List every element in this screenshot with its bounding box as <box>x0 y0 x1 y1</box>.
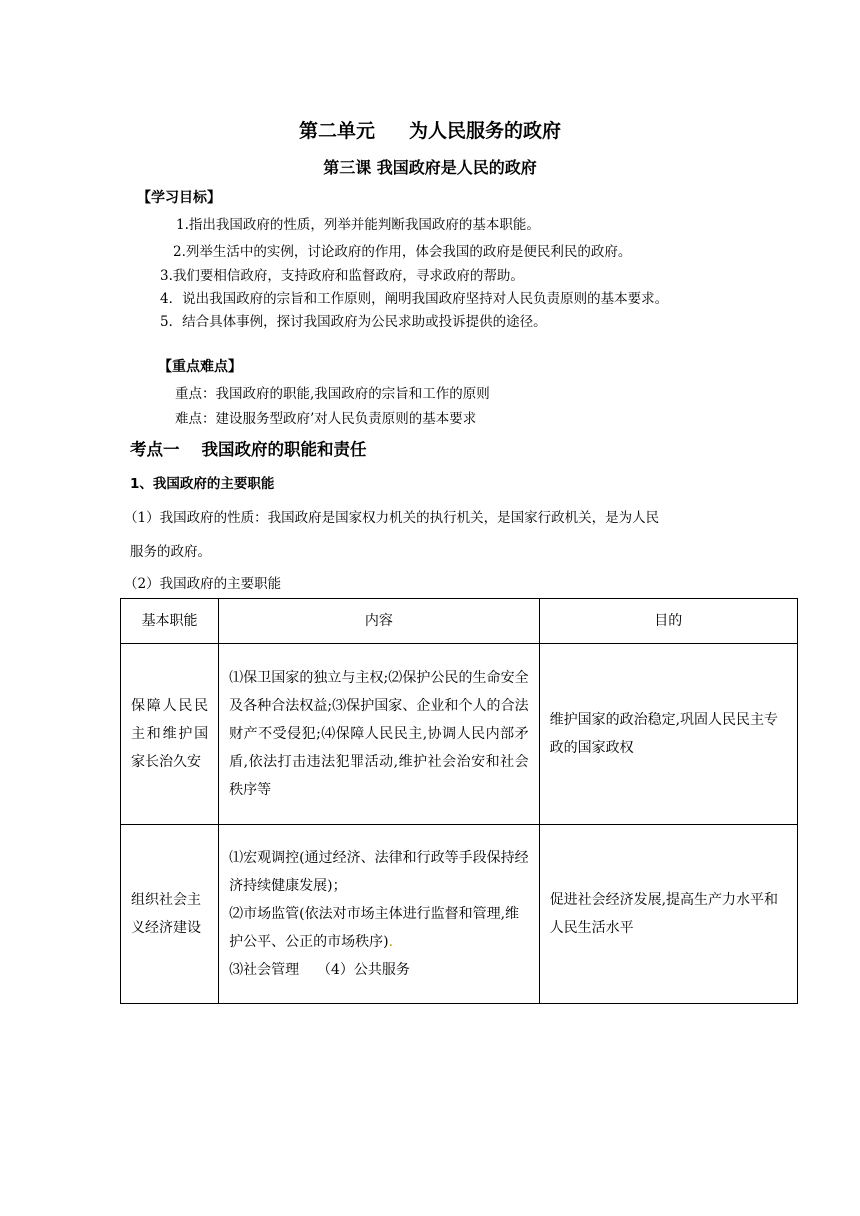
unit-title <box>0 116 860 143</box>
content-macro-control: ⑴宏观调控(通过经济、法律和行政等手段保持经济持续健康发展)； <box>229 850 529 894</box>
functions-table <box>120 598 798 1004</box>
keypoints-heading: 【重点难点】 <box>158 359 242 375</box>
content-social-public: ⑶社会管理 （4）公共服务 <box>229 962 410 978</box>
difficulty-line: 难点：建设服务型政府’对人民负责原则的基本要求 <box>175 411 477 427</box>
cell-function: 保障人民民主和维护国家长治久安 <box>121 644 219 825</box>
focus-line: 重点：我国政府的职能,我国政府的宗旨和工作的原则 <box>175 386 490 402</box>
highlight-mark: . <box>388 934 394 950</box>
cell-function: 组织社会主义经济建设 <box>121 825 219 1004</box>
table-row <box>121 644 798 825</box>
exam-point-heading <box>130 436 367 460</box>
nature-line-2: 服务的政府。 <box>130 544 211 560</box>
objective-item-1: 1.指出我国政府的性质，列举并能判断我国政府的基本职能。 <box>176 217 540 233</box>
nature-line-1: （1）我国政府的性质：我国政府是国家权力机关的执行机关，是国家行政机关，是为人民 <box>124 510 660 526</box>
table-header-row <box>121 599 798 644</box>
unit-number: 第二单元 <box>298 120 375 142</box>
objective-item-5: 5．结合具体事例，探讨我国政府为公民求助或投诉提供的途径。 <box>160 314 547 330</box>
header-function: 基本职能 <box>121 599 219 644</box>
exam-point-label: 考点一 <box>130 440 180 459</box>
unit-name: 为人民服务的政府 <box>409 120 562 142</box>
cell-content <box>219 825 539 1004</box>
section-heading: 1、我国政府的主要职能 <box>130 476 275 492</box>
objective-item-4: 4．说出我国政府的宗旨和工作原则，阐明我国政府坚持对人民负责原则的基本要求。 <box>160 291 669 307</box>
objective-item-3: 3.我们要相信政府，支持政府和监督政府，寻求政府的帮助。 <box>160 268 524 284</box>
exam-point-title: 我国政府的职能和责任 <box>201 440 367 459</box>
content-market-supervision: ⑵市场监管(依法对市场主体进行监督和管理,维护公平、公正的市场秩序). <box>229 906 520 950</box>
cell-purpose: 促进社会经济发展,提高生产力水平和人民生活水平 <box>539 825 797 1004</box>
cell-content: ⑴保卫国家的独立与主权;⑵保护公民的生命安全及各种合法权益;⑶保护国家、企业和个人的合法财产不受侵犯;⑷保障人民民主,协调人民内部矛盾,依法打击违法犯罪活动,维护社会治安和社会秩序等 <box>219 644 539 825</box>
functions-label: （2）我国政府的主要职能 <box>124 576 282 592</box>
table-row <box>121 825 798 1004</box>
cell-purpose: 维护国家的政治稳定,巩固人民民主专政的国家政权 <box>539 644 797 825</box>
header-content: 内容 <box>219 599 539 644</box>
objective-item-2: 2.列举生活中的实例，讨论政府的作用，体会我国的政府是便民利民的政府。 <box>173 244 632 260</box>
header-purpose: 目的 <box>539 599 797 644</box>
objectives-heading: 【学习目标】 <box>137 190 221 206</box>
lesson-title: 第三课 我国政府是人民的政府 <box>323 158 537 177</box>
